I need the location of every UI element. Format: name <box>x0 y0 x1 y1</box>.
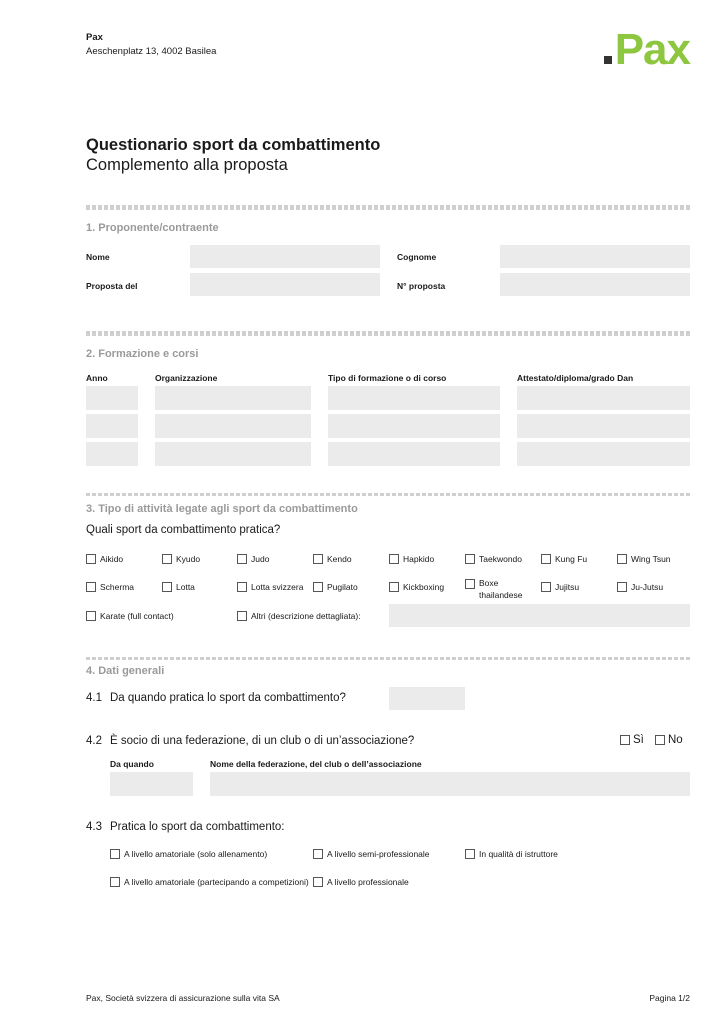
page-subtitle: Complemento alla proposta <box>86 156 288 174</box>
checkbox-icon[interactable] <box>86 582 96 592</box>
checkbox-icon[interactable] <box>541 582 551 592</box>
membership-since-field[interactable] <box>110 772 193 796</box>
name-label: Nome <box>86 252 110 262</box>
course-type-field-2[interactable] <box>328 414 500 438</box>
checkbox-icon[interactable] <box>86 611 96 621</box>
checkbox-icon[interactable] <box>162 554 172 564</box>
practice-since-field[interactable] <box>389 687 465 710</box>
checkbox-icon[interactable] <box>465 579 475 589</box>
certificate-field-1[interactable] <box>517 386 690 410</box>
checkbox-icon[interactable] <box>86 554 96 564</box>
checkbox-icon[interactable] <box>313 582 323 592</box>
checkbox-icon[interactable] <box>541 554 551 564</box>
checkbox-icon[interactable] <box>465 554 475 564</box>
sport-checkbox-lotta[interactable]: Lotta <box>162 582 195 592</box>
page-number: Pagina 1/2 <box>649 993 690 1003</box>
checkbox-icon[interactable] <box>237 582 247 592</box>
company-name: Pax <box>86 32 103 43</box>
surname-label: Cognome <box>397 252 437 262</box>
section-divider <box>86 657 690 660</box>
checkbox-icon[interactable] <box>313 877 323 887</box>
proposal-date-label: Proposta del <box>86 281 138 291</box>
year-field-1[interactable] <box>86 386 138 410</box>
sport-checkbox-boxe-thailandese[interactable]: Boxe thailandese <box>465 577 535 601</box>
sport-checkbox-kickboxing[interactable]: Kickboxing <box>389 582 444 592</box>
sport-checkbox-karate[interactable]: Karate (full contact) <box>86 611 174 621</box>
section1-title: 1. Proponente/contraente <box>86 222 219 234</box>
sport-checkbox-judo[interactable]: Judo <box>237 554 269 564</box>
sport-checkbox-ju-jutsu[interactable]: Ju-Jutsu <box>617 582 663 592</box>
sport-checkbox-kung-fu[interactable]: Kung Fu <box>541 554 587 564</box>
sport-checkbox-scherma[interactable]: Scherma <box>86 582 134 592</box>
sport-checkbox-jujitsu[interactable]: Jujitsu <box>541 582 579 592</box>
yes-checkbox[interactable]: Sì <box>620 734 644 746</box>
sport-checkbox-aikido[interactable]: Aikido <box>86 554 123 564</box>
sports-question: Quali sport da combattimento pratica? <box>86 524 281 536</box>
course-type-field-3[interactable] <box>328 442 500 466</box>
checkbox-icon[interactable] <box>110 849 120 859</box>
surname-field[interactable] <box>500 245 690 268</box>
federation-name-field[interactable] <box>210 772 690 796</box>
level-pro-checkbox[interactable]: A livello professionale <box>313 877 409 887</box>
sport-checkbox-wing-tsun[interactable]: Wing Tsun <box>617 554 671 564</box>
proposal-number-label: N° proposta <box>397 281 446 291</box>
col-organization-label: Organizzazione <box>155 373 218 383</box>
section4-title: 4. Dati generali <box>86 665 165 677</box>
q41-number: 4.1 <box>86 692 102 704</box>
q42-number: 4.2 <box>86 735 102 747</box>
checkbox-icon[interactable] <box>617 582 627 592</box>
col-certificate-label: Attestato/diploma/grado Dan <box>517 373 634 383</box>
checkbox-icon[interactable] <box>620 735 630 745</box>
sport-checkbox-kyudo[interactable]: Kyudo <box>162 554 200 564</box>
col-course-type-label: Tipo di formazione o di corso <box>328 373 447 383</box>
logo-text: Pax <box>614 25 690 74</box>
organization-field-2[interactable] <box>155 414 311 438</box>
col-year-label: Anno <box>86 373 108 383</box>
certificate-field-3[interactable] <box>517 442 690 466</box>
sport-checkbox-kendo[interactable]: Kendo <box>313 554 352 564</box>
course-type-field-1[interactable] <box>328 386 500 410</box>
section2-title: 2. Formazione e corsi <box>86 348 199 360</box>
level-instructor-checkbox[interactable]: In qualità di istruttore <box>465 849 558 859</box>
section-divider <box>86 205 690 210</box>
checkbox-icon[interactable] <box>110 877 120 887</box>
sport-checkbox-hapkido[interactable]: Hapkido <box>389 554 434 564</box>
checkbox-icon[interactable] <box>389 554 399 564</box>
federation-name-label: Nome della federazione, del club o dell’associazione <box>210 759 422 769</box>
sport-checkbox-pugilato[interactable]: Pugilato <box>313 582 358 592</box>
sport-checkbox-lotta-svizzera[interactable]: Lotta svizzera <box>237 582 303 592</box>
certificate-field-2[interactable] <box>517 414 690 438</box>
section-divider <box>86 331 690 336</box>
checkbox-icon[interactable] <box>237 554 247 564</box>
checkbox-icon[interactable] <box>237 611 247 621</box>
level-semi-pro-checkbox[interactable]: A livello semi-professionale <box>313 849 430 859</box>
q43-text: Pratica lo sport da combattimento: <box>110 821 285 833</box>
sport-checkbox-other[interactable]: Altri (descrizione dettagliata): <box>237 611 361 621</box>
proposal-date-field[interactable] <box>190 273 380 296</box>
q43-number: 4.3 <box>86 821 102 833</box>
checkbox-icon[interactable] <box>465 849 475 859</box>
checkbox-icon[interactable] <box>389 582 399 592</box>
sport-checkbox-taekwondo[interactable]: Taekwondo <box>465 554 522 564</box>
checkbox-icon[interactable] <box>313 849 323 859</box>
proposal-number-field[interactable] <box>500 273 690 296</box>
organization-field-3[interactable] <box>155 442 311 466</box>
checkbox-icon[interactable] <box>617 554 627 564</box>
pax-logo <box>604 25 690 74</box>
company-address: Aeschenplatz 13, 4002 Basilea <box>86 46 217 57</box>
footer-company: Pax, Società svizzera di assicurazione sulla vita SA <box>86 993 280 1003</box>
organization-field-1[interactable] <box>155 386 311 410</box>
other-sports-field[interactable] <box>389 604 690 627</box>
name-field[interactable] <box>190 245 380 268</box>
since-label: Da quando <box>110 759 154 769</box>
checkbox-icon[interactable] <box>313 554 323 564</box>
level-amateur-competition-checkbox[interactable]: A livello amatoriale (partecipando a competizioni) <box>110 877 309 887</box>
page-title: Questionario sport da combattimento <box>86 136 381 154</box>
checkbox-icon[interactable] <box>162 582 172 592</box>
q42-text: È socio di una federazione, di un club o di un’associazione? <box>110 735 415 747</box>
year-field-3[interactable] <box>86 442 138 466</box>
logo-dot-icon <box>604 56 612 64</box>
checkbox-icon[interactable] <box>655 735 665 745</box>
section-divider <box>86 493 690 496</box>
year-field-2[interactable] <box>86 414 138 438</box>
no-checkbox[interactable]: No <box>655 734 683 746</box>
level-amateur-training-checkbox[interactable]: A livello amatoriale (solo allenamento) <box>110 849 267 859</box>
q41-text: Da quando pratica lo sport da combattimento? <box>110 692 346 704</box>
section3-title: 3. Tipo di attività legate agli sport da combattimento <box>86 503 358 515</box>
